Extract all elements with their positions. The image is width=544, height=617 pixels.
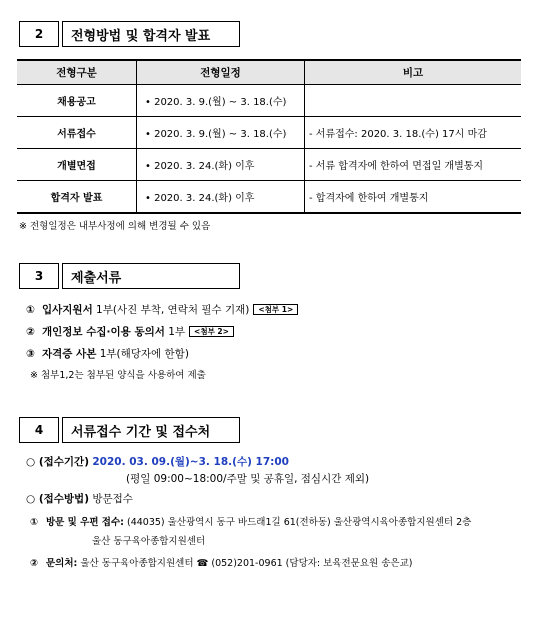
header-schedule: 전형일정: [137, 60, 305, 85]
section-2-number: 2: [19, 21, 59, 47]
item-detail: 1부(사진 부착, 연락처 필수 기재): [92, 304, 250, 316]
row-note: - 서류 합격자에 한하여 면접일 개별통지: [305, 149, 522, 181]
row-type: 채용공고: [17, 85, 137, 117]
document-item-3: [26, 346, 189, 361]
item-name: 자격증 사본: [42, 348, 97, 360]
method-line: [26, 491, 133, 506]
row-note: - 서류접수: 2020. 3. 18.(수) 17시 마감: [305, 117, 522, 149]
header-note: 비고: [305, 60, 522, 85]
row-date: • 2020. 3. 24.(화) 이후: [137, 149, 305, 181]
schedule-footnote: ※ 전형일정은 내부사정에 의해 변경될 수 있음: [19, 221, 211, 232]
row-note: [305, 85, 522, 117]
row-type: 개별면접: [17, 149, 137, 181]
inquiry-value: 울산 동구육아종합지원센터 ☎ (052)201-0961 (담당자: 보육전문요원 송은교): [77, 558, 413, 569]
section-3-title: 제출서류: [62, 263, 240, 289]
inquiry-marker: ②: [30, 558, 39, 569]
table-row: [17, 181, 521, 214]
header-type: 전형구분: [17, 60, 137, 85]
visit-line-2: 울산 동구육아종합지원센터: [92, 536, 206, 547]
attachment-note: ※ 첨부1,2는 첨부된 양식을 사용하여 제출: [30, 370, 206, 381]
item-marker: ③: [26, 348, 35, 360]
document-item-1: [26, 302, 298, 317]
item-name: 입사지원서: [42, 304, 93, 316]
inquiry-line: [30, 555, 412, 569]
section-4-title: 서류접수 기간 및 접수처: [62, 417, 240, 443]
row-note: - 합격자에 한하여 개별통지: [305, 181, 522, 214]
visit-marker: ①: [30, 517, 39, 528]
section-4-number: 4: [19, 417, 59, 443]
attachment-tag: <첨부 1>: [253, 304, 298, 315]
document-item-2: [26, 324, 234, 339]
section-2-title: 전형방법 및 합격자 발표: [62, 21, 240, 47]
table-row: [17, 149, 521, 181]
item-marker: ①: [26, 304, 35, 316]
schedule-table: [17, 59, 521, 214]
section-3-number: 3: [19, 263, 59, 289]
method-label: ○ (접수방법): [26, 493, 89, 505]
row-date: • 2020. 3. 9.(월) ~ 3. 18.(수): [137, 117, 305, 149]
row-date: • 2020. 3. 9.(월) ~ 3. 18.(수): [137, 85, 305, 117]
visit-label: 방문 및 우편 접수:: [46, 517, 124, 528]
row-type: 합격자 발표: [17, 181, 137, 214]
period-label: ○ (접수기간): [26, 456, 89, 468]
item-marker: ②: [26, 326, 35, 338]
table-row: [17, 117, 521, 149]
visit-line: [30, 514, 471, 528]
period-note: (평일 09:00~18:00/주말 및 공휴일, 점심시간 제외): [126, 473, 370, 485]
item-detail: 1부(해당자에 한함): [96, 348, 189, 360]
period-value: 2020. 03. 09.(월)~3. 18.(수) 17:00: [92, 456, 289, 468]
attachment-tag: <첨부 2>: [189, 326, 234, 337]
table-header-row: [17, 60, 521, 85]
method-value: 방문접수: [89, 493, 133, 505]
row-type: 서류접수: [17, 117, 137, 149]
item-name: 개인정보 수집·이용 동의서: [42, 326, 165, 338]
row-date: • 2020. 3. 24.(화) 이후: [137, 181, 305, 214]
item-detail: 1부: [164, 326, 186, 338]
period-line: [26, 454, 289, 469]
table-row: [17, 85, 521, 117]
inquiry-label: 문의처:: [46, 558, 78, 569]
visit-address: (44035) 울산광역시 동구 바드래1길 61(전하동) 울산광역시육아종합지원센터 2층: [123, 517, 472, 528]
